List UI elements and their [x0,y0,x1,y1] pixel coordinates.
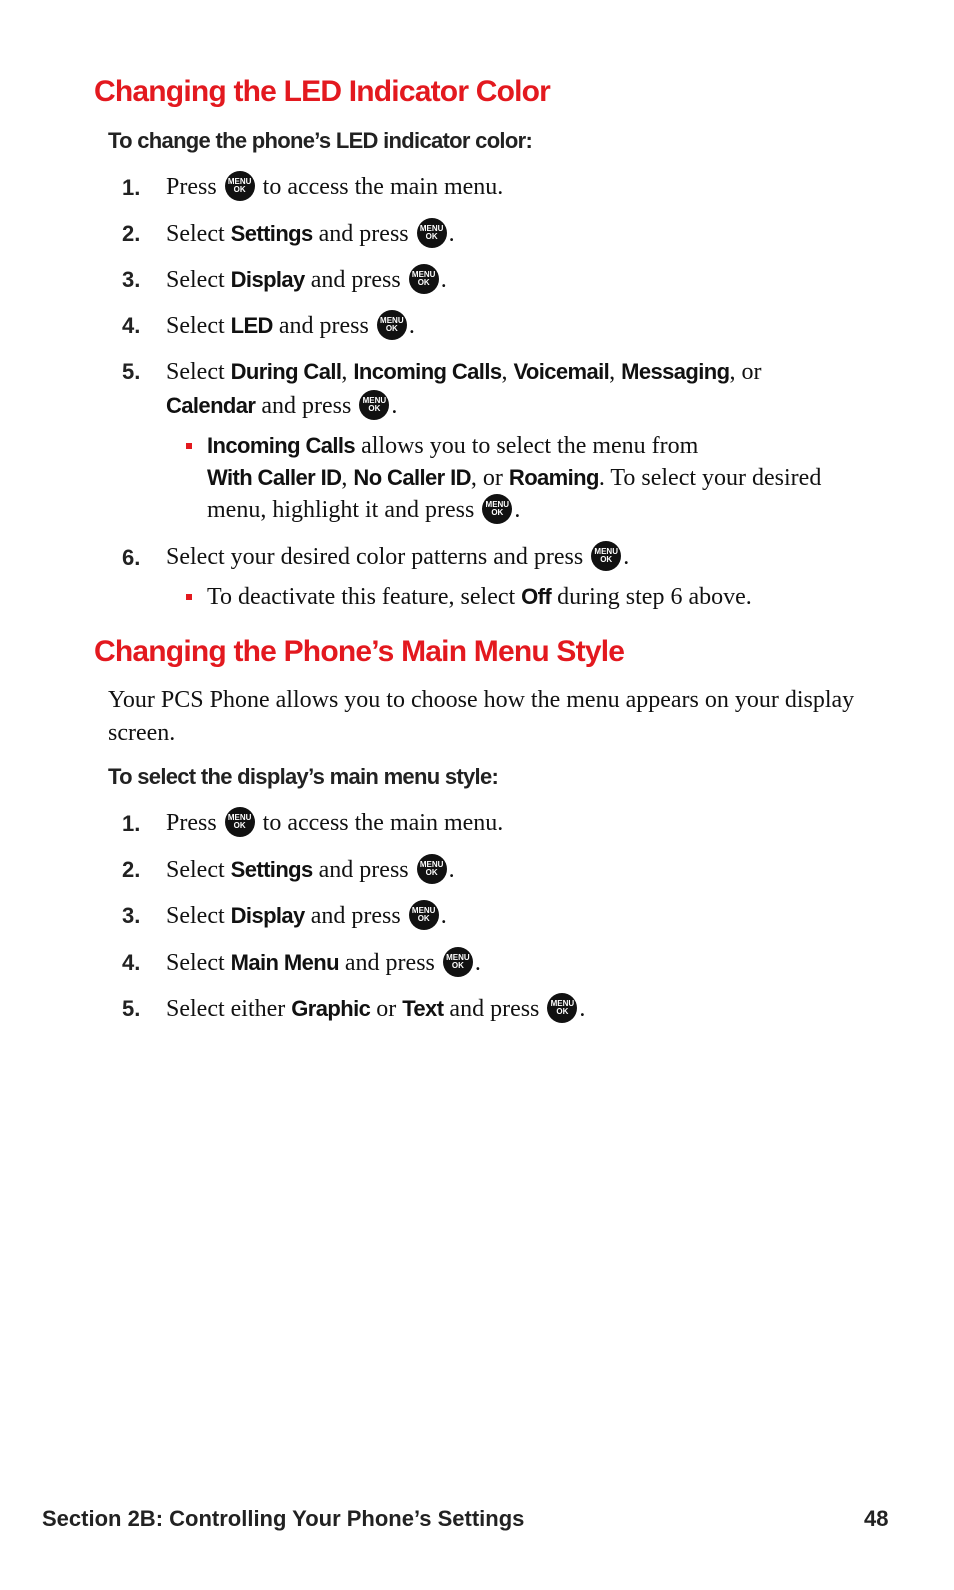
step-text: Select either Graphic or Text and press MENU OK . [166,992,866,1026]
step-number: 1. [122,175,141,200]
step-number: 1. [122,811,141,836]
bullet-marker [186,594,192,600]
menu-option-label: Settings [230,221,313,246]
menu-option-label: Voicemail [513,359,610,384]
step-number: 3. [122,903,141,928]
step-text: Select Settings and press MENU OK . [166,853,866,887]
menu-option-label: Display [230,903,305,928]
step-text: Select Main Menu and press MENU OK . [166,946,866,980]
step-number: 3. [122,267,141,292]
step-text: Select Display and press MENU OK . [166,263,866,297]
step-number: 5. [122,359,141,384]
menu-ok-key-icon: MENU OK [225,807,255,837]
bullet-marker [186,443,192,449]
menu-option-label: Incoming Calls [207,433,356,458]
section-heading-main-menu-style: Changing the Phone’s Main Menu Style [94,635,625,668]
step-number: 6. [122,545,141,570]
menu-option-label: Graphic [291,996,371,1021]
step-number: 2. [122,221,141,246]
step-text: Select your desired color patterns and press MENU OK . [166,541,866,574]
step-number: 5. [122,996,141,1021]
menu-ok-key-icon: MENU OK [591,541,621,571]
menu-option-label: Messaging [621,359,730,384]
menu-ok-key-icon: MENU OK [547,993,577,1023]
menu-ok-key-icon: MENU OK [409,900,439,930]
step-text: Press MENU OK to access the main menu. [166,807,866,840]
step-number: 2. [122,857,141,882]
menu-option-label: Incoming Calls [353,359,502,384]
procedure-lead: To change the phone’s LED indicator color: [108,128,533,153]
step-text: Press MENU OK to access the main menu. [166,171,866,204]
menu-option-label: Text [402,996,444,1021]
step-text: Select Display and press MENU OK . [166,899,866,933]
menu-ok-key-icon: MENU OK [377,310,407,340]
footer-section-title: Section 2B: Controlling Your Phone’s Settings [42,1506,525,1531]
menu-option-label: Main Menu [230,950,339,975]
menu-ok-key-icon: MENU OK [225,171,255,201]
menu-ok-key-icon: MENU OK [482,494,512,524]
bullet-text: Incoming Calls allows you to select the menu from With Caller ID, No Caller ID, or Roaming. To select your desired menu, highlight it and press MENU OK . [207,433,822,523]
menu-option-label: Display [230,267,305,292]
section-heading-led-color: Changing the LED Indicator Color [94,75,551,108]
step-text: Select Settings and press MENU OK . [166,217,866,251]
menu-ok-key-icon: MENU OK [409,264,439,294]
menu-ok-key-icon: MENU OK [359,390,389,420]
step-text: Select During Call, Incoming Calls, Voicemail, Messaging, or Calendar and press MENU OK . [166,359,762,419]
bullet-text: To deactivate this feature, select Off during step 6 above. [207,584,752,610]
procedure-lead: To select the display’s main menu style: [108,764,499,789]
menu-option-label: Off [521,584,552,609]
menu-option-label: With Caller ID [207,465,342,490]
step-text: Select LED and press MENU OK . [166,309,866,343]
menu-option-label: Settings [230,857,313,882]
menu-option-label: No Caller ID [353,465,471,490]
menu-option-label: LED [230,313,273,338]
menu-option-label: Calendar [166,393,256,418]
menu-ok-key-icon: MENU OK [417,854,447,884]
step-number: 4. [122,313,141,338]
step-number: 4. [122,950,141,975]
menu-option-label: Roaming [508,465,599,490]
menu-ok-key-icon: MENU OK [443,947,473,977]
page-number: 48 [864,1506,889,1531]
menu-option-label: During Call [230,359,342,384]
section-intro: Your PCS Phone allows you to choose how the menu appears on your display screen. [108,687,855,746]
menu-ok-key-icon: MENU OK [417,218,447,248]
